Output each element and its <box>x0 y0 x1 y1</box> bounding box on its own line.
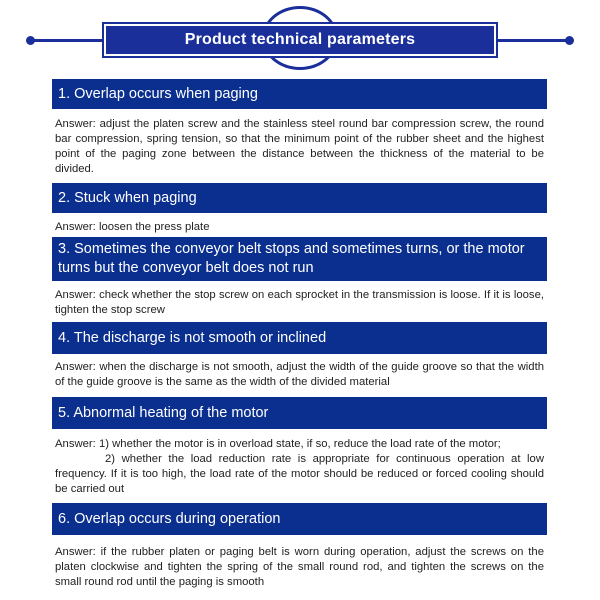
answer-text: Answer: check whether the stop screw on each sprocket in the transmission is loose. If it is loose, tighten the stop screw <box>55 289 544 316</box>
banner-cap-left <box>26 36 35 45</box>
section-answer-4 <box>52 360 547 390</box>
section-heading-1: 1. Overlap occurs when paging <box>52 79 547 109</box>
answer-text: Answer: loosen the press plate <box>55 221 210 233</box>
page-title: Product technical parameters <box>104 24 496 56</box>
answer-text: Answer: adjust the platen screw and the stainless steel round bar compression screw, the round bar compression, spring tension, so that the minimum point of the rubber sheet and the highest point of the paging zone between the distance between the thickness of the material to be divided. <box>55 118 544 175</box>
section-answer-1 <box>52 117 547 177</box>
title-banner <box>0 0 600 78</box>
answer-line-2: 2) whether the load reduction rate is appropriate for continuous operation at low frequency. If it is too high, the load rate of the motor should be reduced or forced cooling should be carried out <box>55 453 544 495</box>
section-heading-4: 4. The discharge is not smooth or inclined <box>52 322 547 354</box>
answer-text: Answer: if the rubber platen or paging belt is worn during operation, adjust the screws on the platen clockwise and tighten the spring of the small round rod, and tighten the screws on the small round rod until the paging is smooth <box>55 546 544 588</box>
section-answer-6 <box>52 545 547 590</box>
section-heading-3: 3. Sometimes the conveyor belt stops and sometimes turns, or the motor turns but the conveyor belt does not run <box>52 237 547 281</box>
section-answer-5 <box>52 437 547 497</box>
banner-line-left <box>30 39 104 42</box>
section-answer-2 <box>52 220 547 235</box>
section-heading-6: 6. Overlap occurs during operation <box>52 503 547 535</box>
banner-cap-right <box>565 36 574 45</box>
section-heading-2: 2. Stuck when paging <box>52 183 547 213</box>
banner-line-right <box>496 39 570 42</box>
answer-text: Answer: when the discharge is not smooth, adjust the width of the guide groove so that the width of the guide groove is the same as the width of the divided material <box>55 361 544 388</box>
section-answer-3 <box>52 288 547 318</box>
answer-line-1: Answer: 1) whether the motor is in overload state, if so, reduce the load rate of the motor; <box>55 438 501 450</box>
section-heading-5: 5. Abnormal heating of the motor <box>52 397 547 429</box>
